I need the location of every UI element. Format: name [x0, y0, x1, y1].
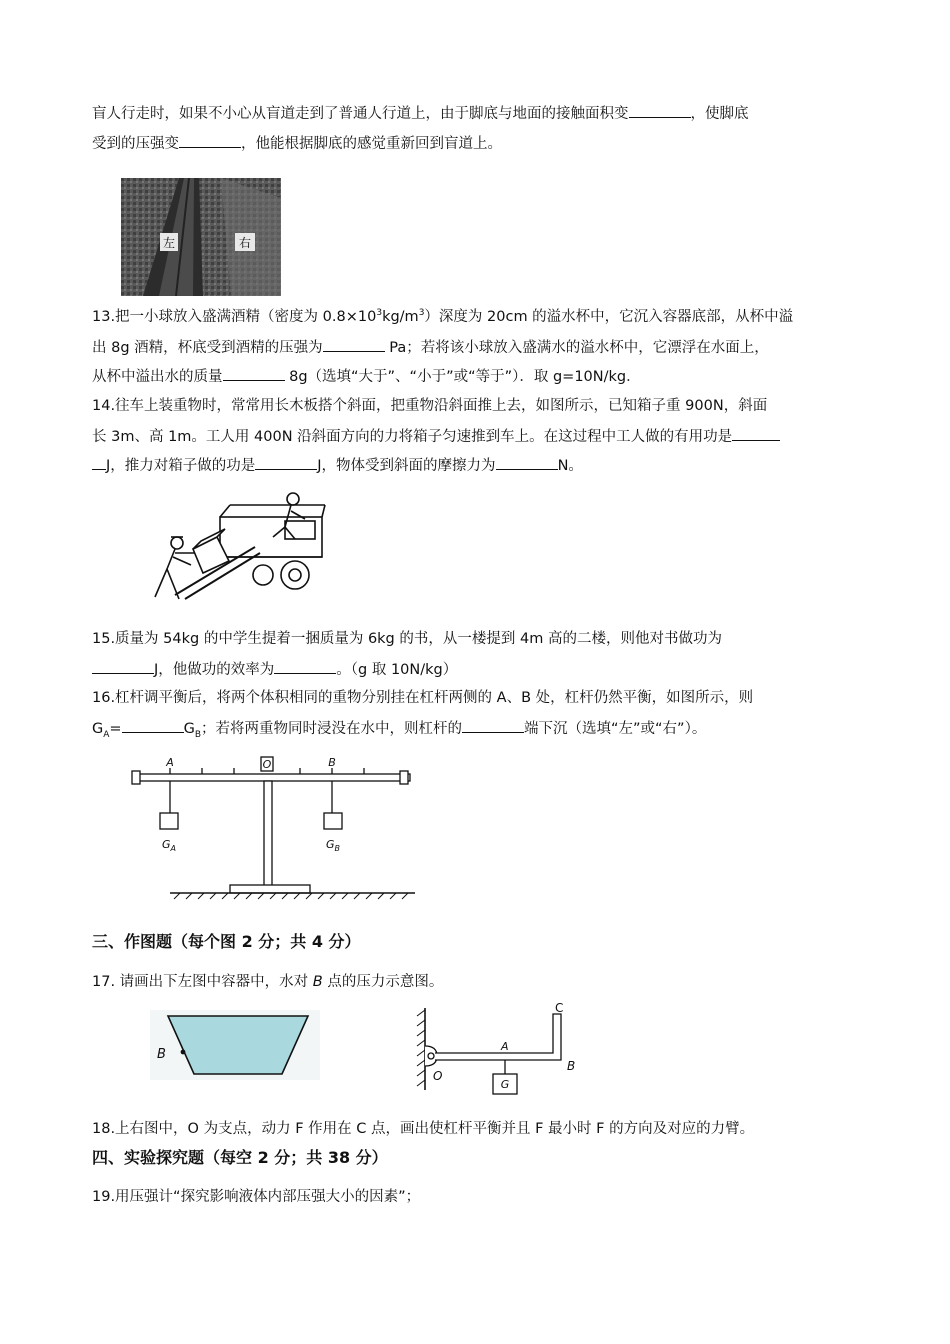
- q17-text: 点的压力示意图。: [322, 974, 444, 990]
- lever-beam: [138, 774, 410, 781]
- photo-left-label: 左: [162, 236, 176, 250]
- blind-path-photo: [121, 178, 281, 296]
- q16-text: =: [109, 721, 122, 737]
- label-o: O: [433, 1069, 443, 1083]
- answer-blank[interactable]: [274, 659, 336, 674]
- q14-text: J，物体受到斜面的摩擦力为: [317, 458, 496, 474]
- q14-line-1: [92, 396, 767, 416]
- container-figure: [150, 1010, 320, 1080]
- q15-text: 15.质量为 54kg 的中学生提着一捆质量为 6kg 的书，从一楼提到 4m 高的二楼，则他对书做功为: [92, 631, 722, 647]
- q16-text: 端下沉（选填“左”或“右”）。: [524, 721, 707, 737]
- weight-b: [324, 813, 342, 829]
- q14-text: 14.往车上装重物时，常常用长木板搭个斜面，把重物沿斜面推上去，如图所示，已知箱子重 900N，斜面: [92, 398, 768, 414]
- q16-line-2: [92, 718, 706, 739]
- q14-text: N。: [557, 458, 583, 474]
- q16-text: ；若将两重物同时浸没在水中，则杠杆的: [201, 721, 463, 737]
- photo-right-label: 右: [238, 236, 252, 250]
- q13-text: ）深度为 20cm 的溢水杯中，它沉入容器底部，从杯中溢: [424, 309, 794, 325]
- answer-blank[interactable]: [223, 366, 285, 381]
- answer-blank[interactable]: [92, 659, 154, 674]
- worker-pushing: [171, 537, 183, 549]
- q13-text: 从杯中溢出水的质量: [92, 369, 223, 385]
- q15-line-2: [92, 659, 457, 680]
- q16-text: G: [183, 721, 195, 737]
- q12-line-2: [92, 133, 502, 154]
- q13-text: 8g（选填“大于”、“小于”或“等于”）．取 g=10N/kg．: [284, 369, 641, 385]
- q17-line: [92, 972, 443, 992]
- label-gb: $G_B$: [326, 838, 341, 853]
- q12-text: 受到的压强变: [92, 136, 179, 152]
- subscript: B: [194, 729, 202, 740]
- answer-blank[interactable]: [462, 718, 524, 733]
- wheel: [253, 565, 273, 585]
- label-ga: $G_A$: [162, 838, 177, 853]
- q19-line: [92, 1187, 420, 1207]
- q12-line-1: [92, 103, 749, 124]
- exponent: 3: [418, 308, 425, 319]
- label-o: O: [262, 758, 272, 771]
- answer-blank[interactable]: [629, 103, 691, 118]
- section-4-title: 四、实验探究题（每空 2 分；共 38 分）: [92, 1148, 388, 1167]
- bent-lever-figure: [415, 1000, 585, 1095]
- answer-blank[interactable]: [122, 718, 184, 733]
- exponent: 3: [376, 308, 383, 319]
- q13-text: kg/m: [382, 309, 419, 325]
- q12-text: ，使脚底: [690, 106, 749, 122]
- weight-a: [160, 813, 178, 829]
- point-b: [181, 1050, 186, 1055]
- q12-text: ，他能根据脚底的感觉重新回到盲道上。: [241, 136, 502, 152]
- label-c: C: [555, 1001, 564, 1015]
- q17-text: B: [312, 974, 323, 990]
- subscript: A: [103, 729, 110, 740]
- q13-line-2: [92, 337, 769, 358]
- label-a: A: [501, 1040, 509, 1053]
- wheel: [281, 561, 309, 589]
- box: [193, 537, 229, 573]
- lever-arm: [435, 1014, 561, 1060]
- label-g: G: [500, 1078, 510, 1091]
- section-3-title: 三、作图题（每个图 2 分；共 4 分）: [92, 932, 361, 951]
- answer-blank[interactable]: [255, 455, 317, 470]
- truck-ramp-figure: [145, 487, 335, 617]
- q16-text: G: [92, 721, 104, 737]
- q14-text: J，推力对箱子做的功是: [106, 458, 256, 474]
- q13-line-3: [92, 366, 641, 387]
- q13-text: Pa；若将该小球放入盛满水的溢水杯中，它漂浮在水面上，: [384, 340, 769, 356]
- label-a: A: [166, 756, 174, 769]
- lever-balance-figure: [130, 755, 420, 900]
- q15-text: J，他做功的效率为: [154, 662, 275, 678]
- q18-text: 18.上右图中，O 为支点，动力 F 作用在 C 点，画出使杠杆平衡并且 F 最小时 F 的方向及对应的力臂。: [92, 1121, 755, 1137]
- label-b: B: [567, 1059, 576, 1073]
- q12-text: 盲人行走时，如果不小心从盲道走到了普通人行道上，由于脚底与地面的接触面积变: [92, 106, 629, 122]
- lever-stand: [264, 781, 272, 887]
- q16-line-1: [92, 688, 753, 708]
- q15-text: 。（g 取 10N/kg）: [336, 662, 458, 678]
- q17-text: 17. 请画出下左图中容器中，水对: [92, 974, 313, 990]
- answer-blank[interactable]: [92, 455, 106, 470]
- answer-blank[interactable]: [732, 426, 780, 441]
- q16-text: 16.杠杆调平衡后，将两个体积相同的重物分别挂在杠杆两侧的 A、B 处，杠杆仍然平衡，如图所示，则: [92, 690, 754, 706]
- answer-blank[interactable]: [323, 337, 385, 352]
- q14-line-3: [92, 455, 583, 476]
- answer-blank[interactable]: [179, 133, 241, 148]
- label-b: B: [328, 756, 336, 769]
- q13-text: 出 8g 酒精，杯底受到酒精的压强为: [92, 340, 323, 356]
- q19-text: 19.用压强计“探究影响液体内部压强大小的因素”；: [92, 1189, 421, 1205]
- q14-line-2: [92, 426, 780, 447]
- answer-blank[interactable]: [496, 455, 558, 470]
- q13-line-1: [92, 307, 793, 327]
- q14-text: 长 3m、高 1m。工人用 400N 沿斜面方向的力将箱子匀速推到车上。在这过程中工人做的有用功是: [92, 429, 733, 445]
- label-b: B: [157, 1047, 166, 1062]
- worker-on-truck: [287, 493, 299, 505]
- q13-text: 13.把一小球放入盛满酒精（密度为 0.8×10: [92, 309, 377, 325]
- q18-line: [92, 1119, 754, 1139]
- q15-line-1: [92, 629, 722, 649]
